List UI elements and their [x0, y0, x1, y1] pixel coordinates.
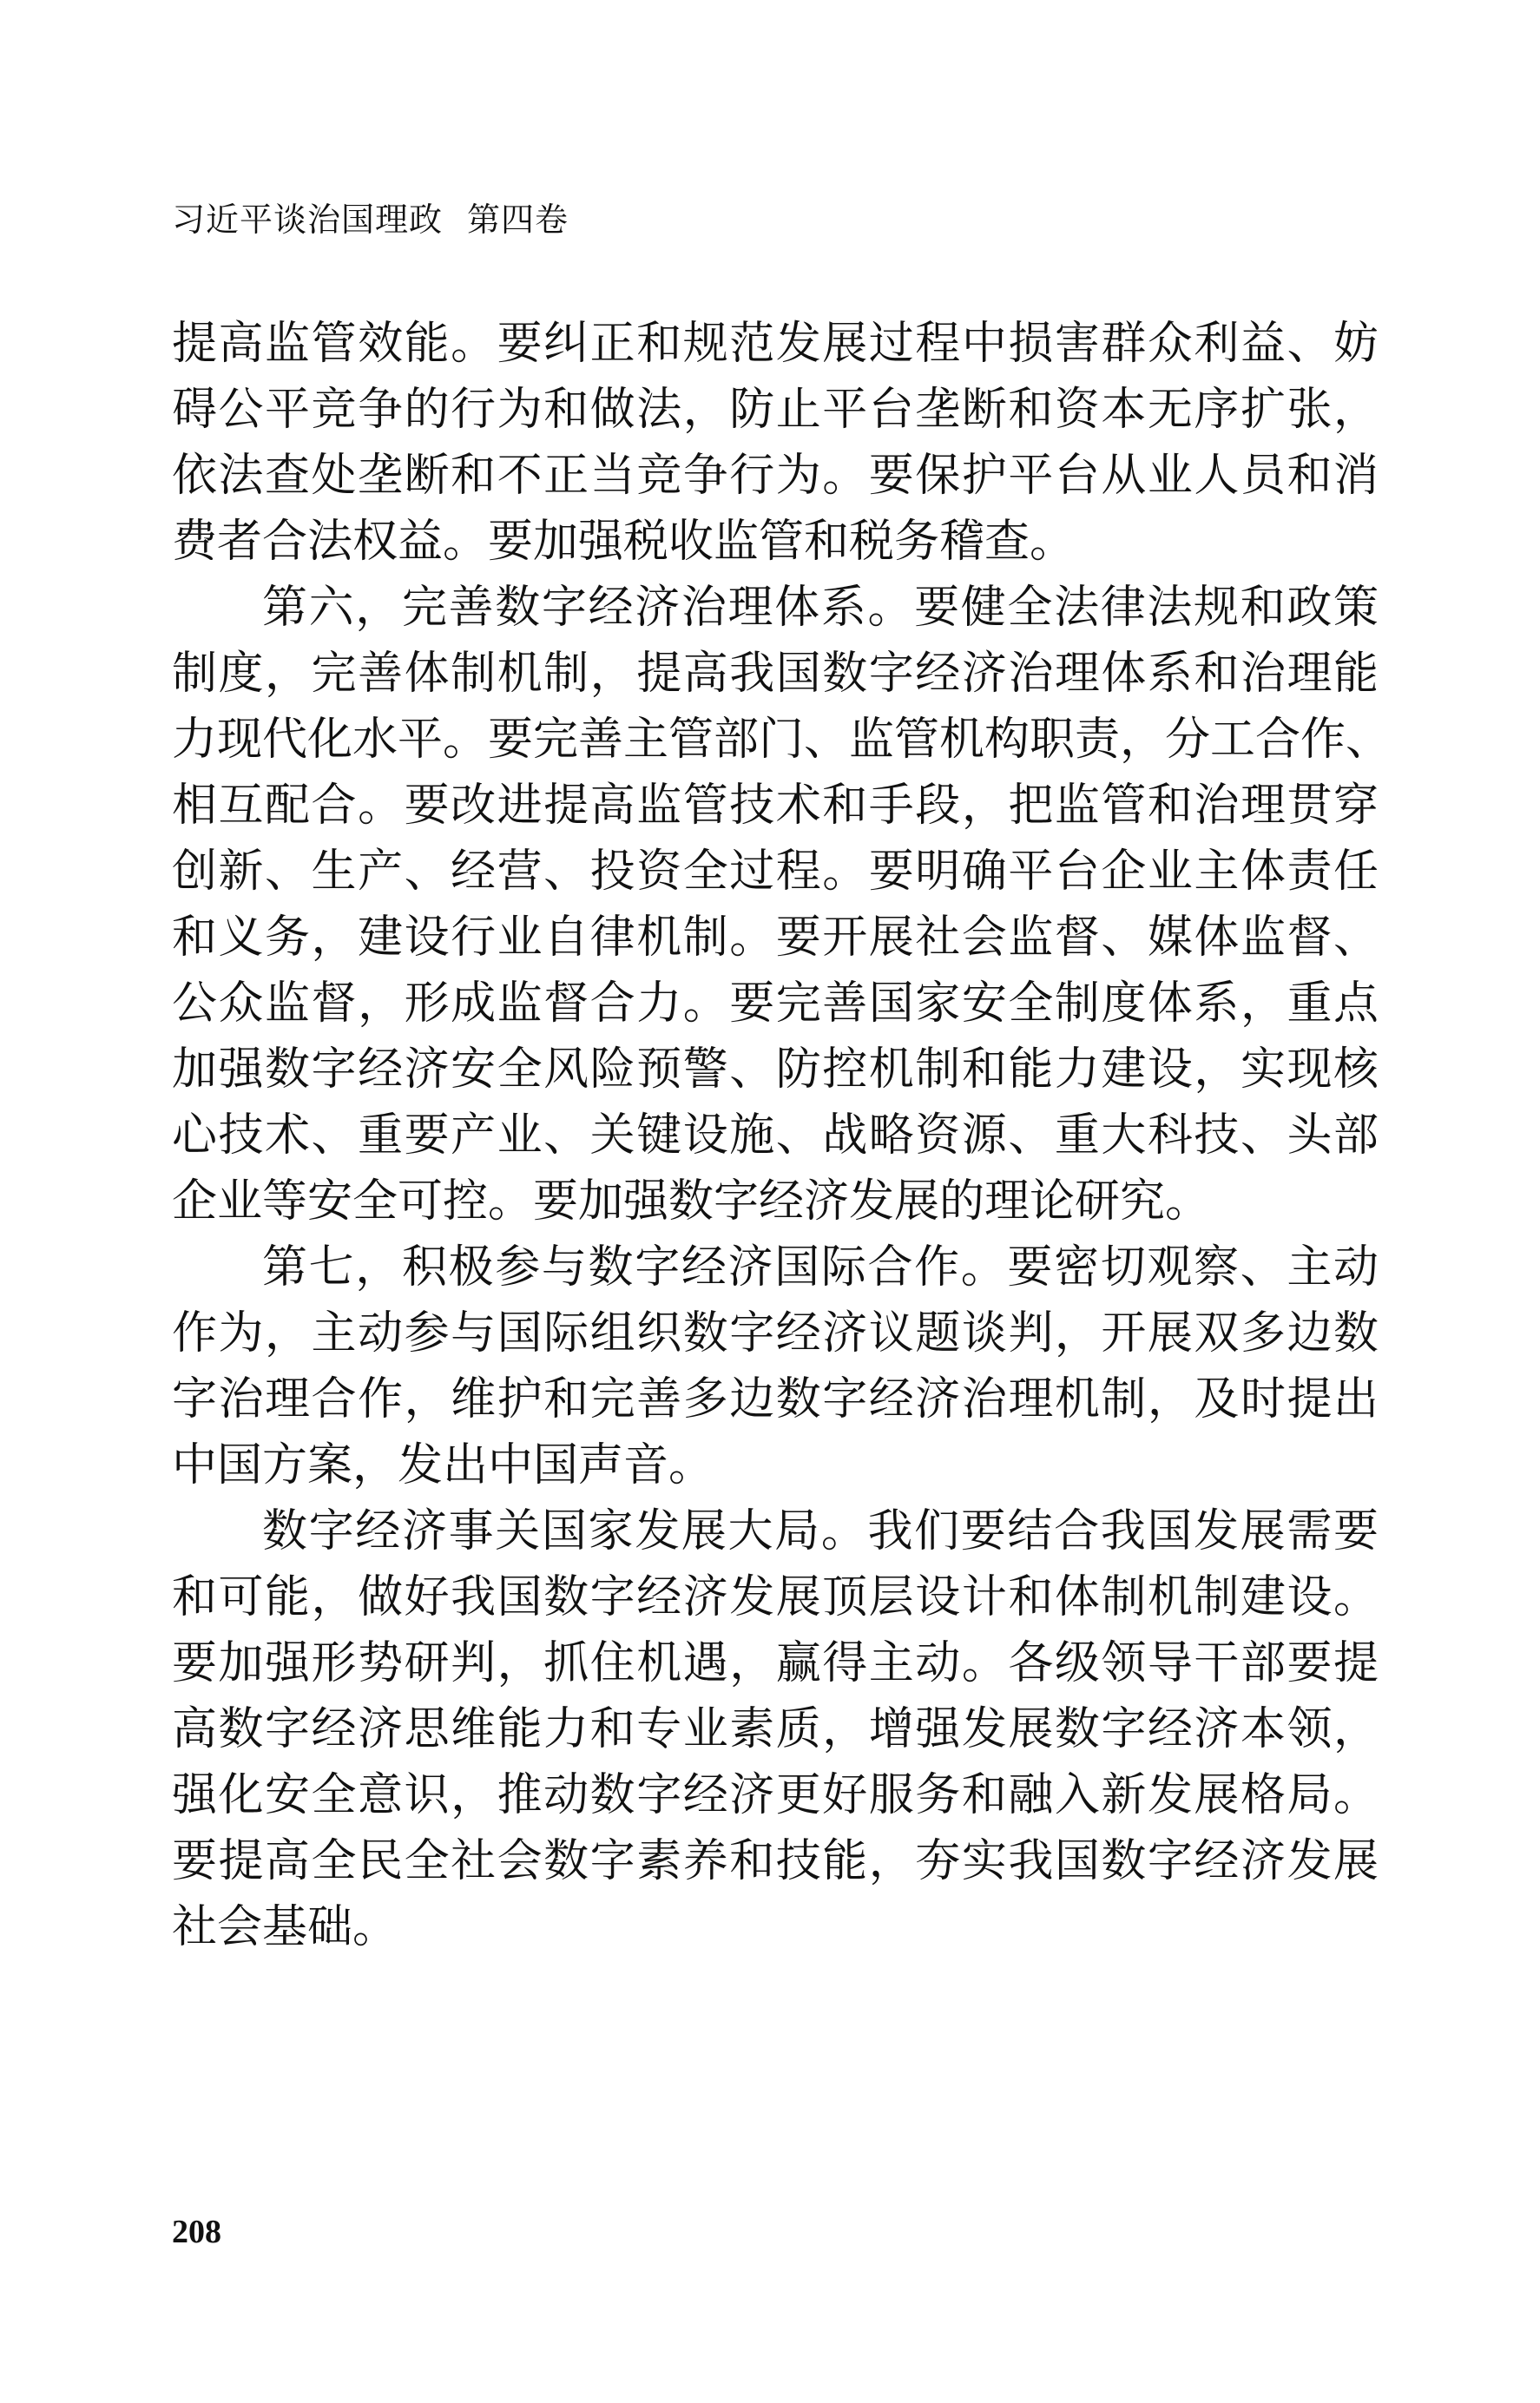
text-line: 和义务，建设行业自律机制。要开展社会监督、媒体监督、 — [172, 912, 1379, 964]
book-title: 习近平谈治国理政 — [172, 201, 444, 239]
text-line: 依法查处垄断和不正当竞争行为。要保护平台从业人员和消 — [172, 450, 1379, 502]
text-line: 中国方案，发出中国声音。 — [172, 1439, 714, 1491]
text-line: 创新、生产、经营、投资全过程。要明确平台企业主体责任 — [172, 846, 1379, 898]
text-line: 数字经济事关国家发展大局。我们要结合我国发展需要 — [262, 1505, 1379, 1557]
text-line: 和可能，做好我国数字经济发展顶层设计和体制机制建设。 — [172, 1571, 1379, 1623]
text-line: 社会基础。 — [172, 1901, 398, 1953]
text-line: 高数字经济思维能力和专业素质，增强发展数字经济本领， — [172, 1703, 1379, 1755]
text-line: 力现代化水平。要完善主管部门、监管机构职责，分工合作、 — [172, 714, 1392, 766]
page-number: 208 — [172, 2214, 221, 2250]
text-line: 第七，积极参与数字经济国际合作。要密切观察、主动 — [262, 1241, 1379, 1294]
body-text — [172, 311, 1392, 1960]
text-line: 公众监督，形成监督合力。要完善国家安全制度体系，重点 — [172, 978, 1379, 1030]
text-line: 字治理合作，维护和完善多边数字经济治理机制，及时提出 — [172, 1373, 1379, 1425]
running-header — [172, 196, 569, 243]
text-line: 企业等安全可控。要加强数字经济发展的理论研究。 — [172, 1175, 1211, 1228]
text-line: 费者合法权益。要加强税收监管和税务稽查。 — [172, 516, 1076, 568]
text-line: 第六，完善数字经济治理体系。要健全法律法规和政策 — [262, 582, 1379, 634]
text-line: 制度，完善体制机制，提高我国数字经济治理体系和治理能 — [172, 648, 1379, 700]
text-line: 要提高全民全社会数字素养和技能，夯实我国数字经济发展 — [172, 1835, 1379, 1887]
text-line: 要加强形势研判，抓住机遇，赢得主动。各级领导干部要提 — [172, 1637, 1379, 1689]
text-line: 相互配合。要改进提高监管技术和手段，把监管和治理贯穿 — [172, 780, 1379, 832]
text-line: 心技术、重要产业、关键设施、战略资源、重大科技、头部 — [172, 1109, 1379, 1162]
volume-label: 第四卷 — [467, 201, 569, 239]
text-line: 加强数字经济安全风险预警、防控机制和能力建设，实现核 — [172, 1043, 1379, 1096]
text-line: 碍公平竞争的行为和做法，防止平台垄断和资本无序扩张， — [172, 384, 1379, 436]
text-line: 提高监管效能。要纠正和规范发展过程中损害群众利益、妨 — [172, 318, 1379, 370]
text-line: 作为，主动参与国际组织数字经济议题谈判，开展双多边数 — [172, 1307, 1379, 1360]
text-line: 强化安全意识，推动数字经济更好服务和融入新发展格局。 — [172, 1769, 1379, 1821]
